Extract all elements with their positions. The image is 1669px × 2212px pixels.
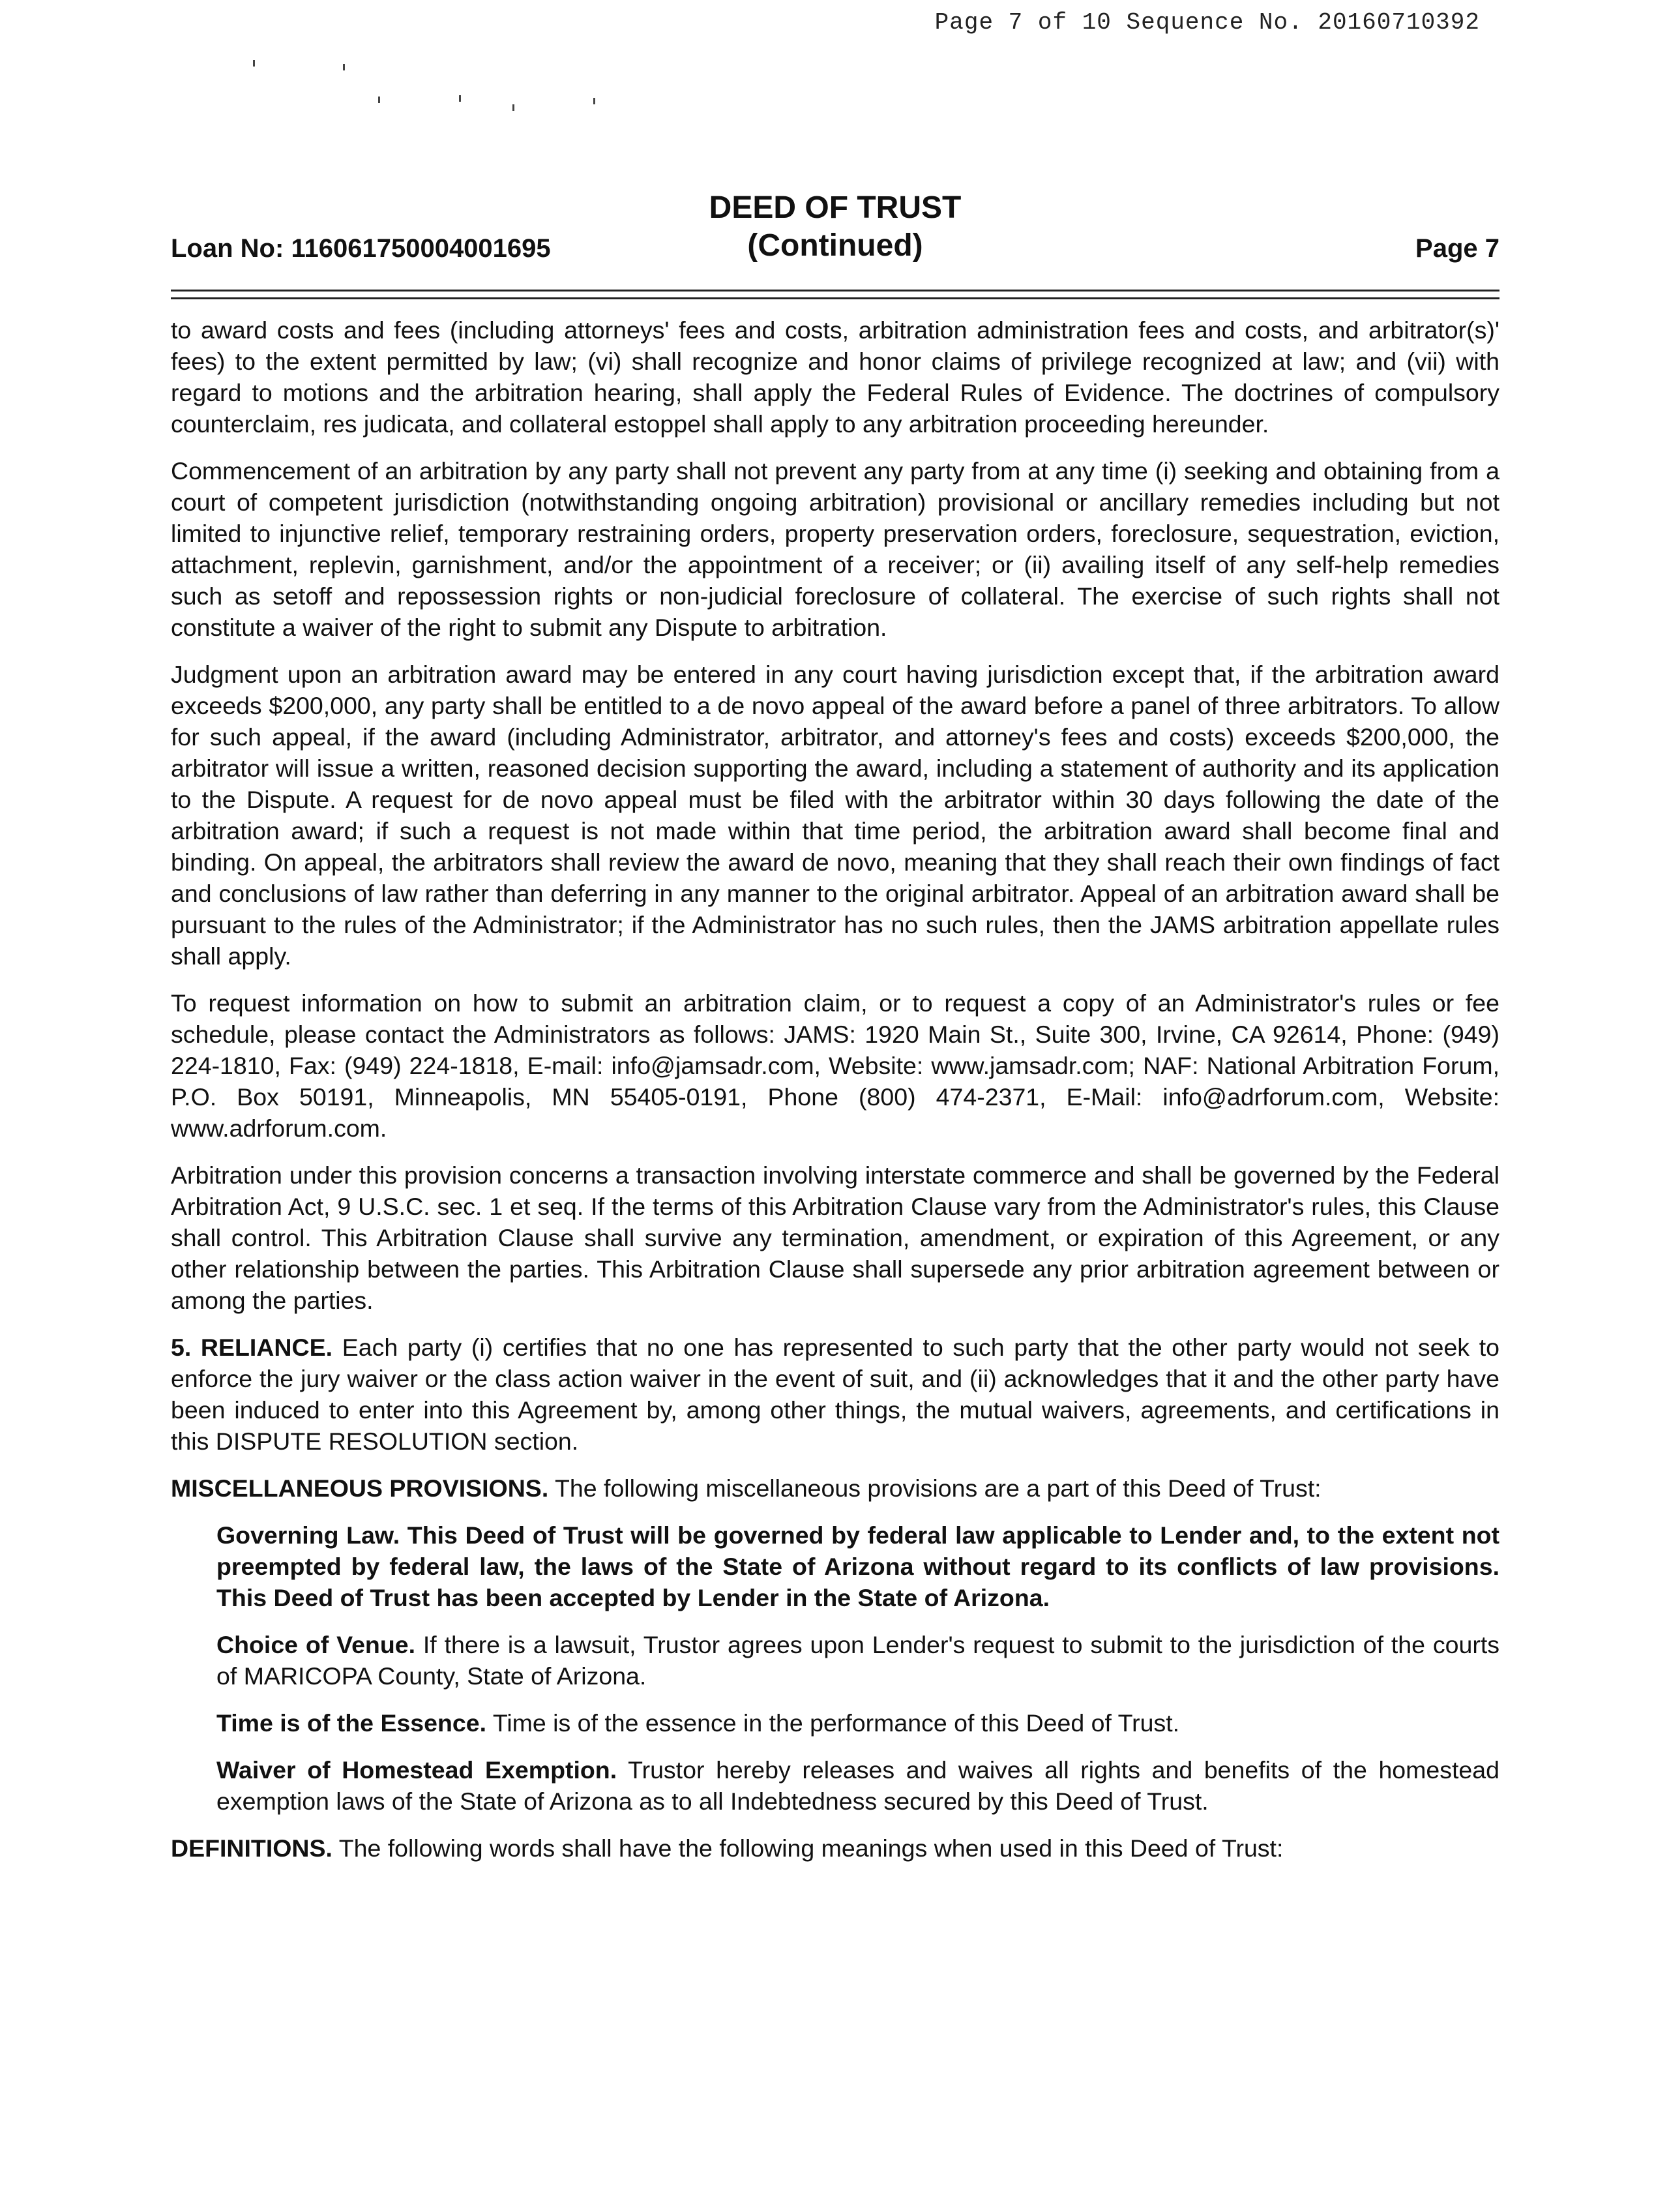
paragraph-governing-law	[216, 1519, 1499, 1613]
header-divider-bottom	[171, 297, 1499, 299]
venue-text: If there is a lawsuit, Trustor agrees upon Lender's request to submit to the jurisdiction of the courts of MARICOPA County, State of Arizona.	[216, 1631, 1499, 1690]
paragraph-judgment: Judgment upon an arbitration award may be entered in any court having jurisdiction except that, if the arbitration award exceeds $200,000, any party shall be entitled to a de novo appeal of the award before a panel of three arbitrators. To allow for such appeal, if the award (including Administrator, arbitrator, and attorney's fees and costs) exceeds $200,000, the arbitrator will issue a written, reasoned decision supporting the award, including a statement of authority and its application to the Dispute. A request for de novo appeal must be filed with the arbitrator within 30 days following the date of the arbitration award; if such a request is not made within that time period, the arbitration award shall become final and binding. On appeal, the arbitrators shall review the award de novo, meaning that they shall reach their own findings of fact and conclusions of law rather than deferring in any manner to the original arbitrator. Appeal of an arbitration award shall be pursuant to the rules of the Administrator; if the Administrator has no such rules, then the JAMS arbitration appellate rules shall apply.	[171, 661, 1499, 970]
definitions-text: The following words shall have the following meanings when used in this Deed of Trust:	[338, 1834, 1284, 1862]
reliance-heading: 5. RELIANCE.	[171, 1334, 333, 1361]
time-text: Time is of the essence in the performance of this Deed of Trust.	[492, 1709, 1180, 1737]
scan-speck	[378, 97, 380, 103]
paragraph-time-essence	[216, 1707, 1499, 1739]
document-body	[171, 314, 1499, 1879]
document-title	[171, 189, 1499, 265]
reliance-text: Each party (i) certifies that no one has represented to such party that the other party would not seek to enforce the jury waiver or the class action waiver in the event of suit, and (ii) acknowledges that it and the other party have been induced to enter into this Agreement by, among other things, the mutual waivers, agreements, and certifications in this DISPUTE RESOLUTION section.	[171, 1334, 1499, 1455]
venue-heading: Choice of Venue.	[216, 1631, 416, 1658]
time-heading: Time is of the Essence.	[216, 1709, 487, 1737]
homestead-heading: Waiver of Homestead Exemption.	[216, 1756, 617, 1784]
paragraph-miscellaneous	[171, 1472, 1499, 1504]
header-divider-top	[171, 290, 1499, 291]
paragraph-homestead-waiver	[216, 1754, 1499, 1817]
scan-speck	[459, 95, 461, 102]
fax-sequence-stamp: Page 7 of 10 Sequence No. 20160710392	[934, 9, 1480, 36]
governing-law-text: This Deed of Trust will be governed by federal law applicable to Lender and, to the extent not preempted by federal law, the laws of the State of Arizona without regard to its conflicts of law provisions. This Deed of Trust has been accepted by Lender in the State of Arizona.	[216, 1521, 1500, 1611]
scan-speck	[253, 60, 255, 67]
loan-number-value: 116061750004001695	[291, 234, 551, 263]
paragraph-definitions	[171, 1832, 1499, 1864]
scan-speck	[512, 104, 514, 111]
paragraph-interstate-commerce: Arbitration under this provision concerns a transaction involving interstate commerce and shall be governed by the Federal Arbitration Act, 9 U.S.C. sec. 1 et seq. If the terms of this Arbitration Clause vary from the Administrator's rules, this Clause shall control. This Arbitration Clause shall survive any termination, amendment, or expiration of this Agreement, or any other relationship between the parties. This Arbitration Clause shall supersede any prior arbitration agreement between or among the parties.	[171, 1161, 1499, 1314]
governing-law-heading: Governing Law.	[216, 1521, 400, 1549]
paragraph-commencement: Commencement of an arbitration by any party shall not prevent any party from at any time (i) seeking and obtaining from a court of competent jurisdiction (notwithstanding ongoing arbitration) provisional or ancillary remedies including but not limited to injunctive relief, temporary restraining orders, property preservation orders, foreclosure, sequestration, eviction, attachment, replevin, garnishment, and/or the appointment of a receiver; or (ii) availing itself of any self-help remedies such as setoff and repossession rights or non-judicial foreclosure of collateral. The exercise of such rights shall not constitute a waiver of the right to submit any Dispute to arbitration.	[171, 457, 1499, 641]
paragraph-choice-of-venue	[216, 1629, 1499, 1692]
scan-speck	[343, 64, 345, 70]
title-line-1: DEED OF TRUST	[709, 190, 962, 225]
misc-text: The following miscellaneous provisions are a part of this Deed of Trust:	[555, 1474, 1322, 1502]
page-number: Page 7	[1415, 234, 1499, 263]
paragraph-arbitration-costs: to award costs and fees (including attorneys' fees and costs, arbitration administration fees and costs, and arbitrator(s)' fees) to the extent permitted by law; (vi) shall recognize and honor claims of privilege recognized at law; and (vii) with regard to motions and the arbitration hearing, shall apply the Federal Rules of Evidence. The doctrines of compulsory counterclaim, res judicata, and collateral estoppel shall apply to any arbitration proceeding hereunder.	[171, 316, 1499, 438]
document-header	[171, 189, 1499, 273]
definitions-heading: DEFINITIONS.	[171, 1834, 332, 1862]
paragraph-reliance	[171, 1332, 1499, 1457]
misc-heading: MISCELLANEOUS PROVISIONS.	[171, 1474, 549, 1502]
title-line-2: (Continued)	[747, 228, 923, 263]
homestead-text: Trustor hereby releases and waives all rights and benefits of the homestead exemption laws of the State of Arizona as to all Indebtedness secured by this Deed of Trust.	[216, 1756, 1499, 1815]
loan-label: Loan No:	[171, 234, 284, 263]
scan-speck	[593, 98, 595, 104]
paragraph-contact-info: To request information on how to submit an arbitration claim, or to request a copy of an Administrator's rules or fee schedule, please contact the Administrators as follows: JAMS: 1920 Main St., Suite 300, Irvine, CA 92614, Phone: (949) 224-1810, Fax: (949) 224-1818, E-mail: info@jamsadr.com, Website: www.jamsadr.com; NAF: National Arbitration Forum, P.O. Box 50191, Minneapolis, MN 55405-0191, Phone (800) 474-2371, E-Mail: info@adrforum.com, Website: www.adrforum.com.	[171, 989, 1499, 1142]
